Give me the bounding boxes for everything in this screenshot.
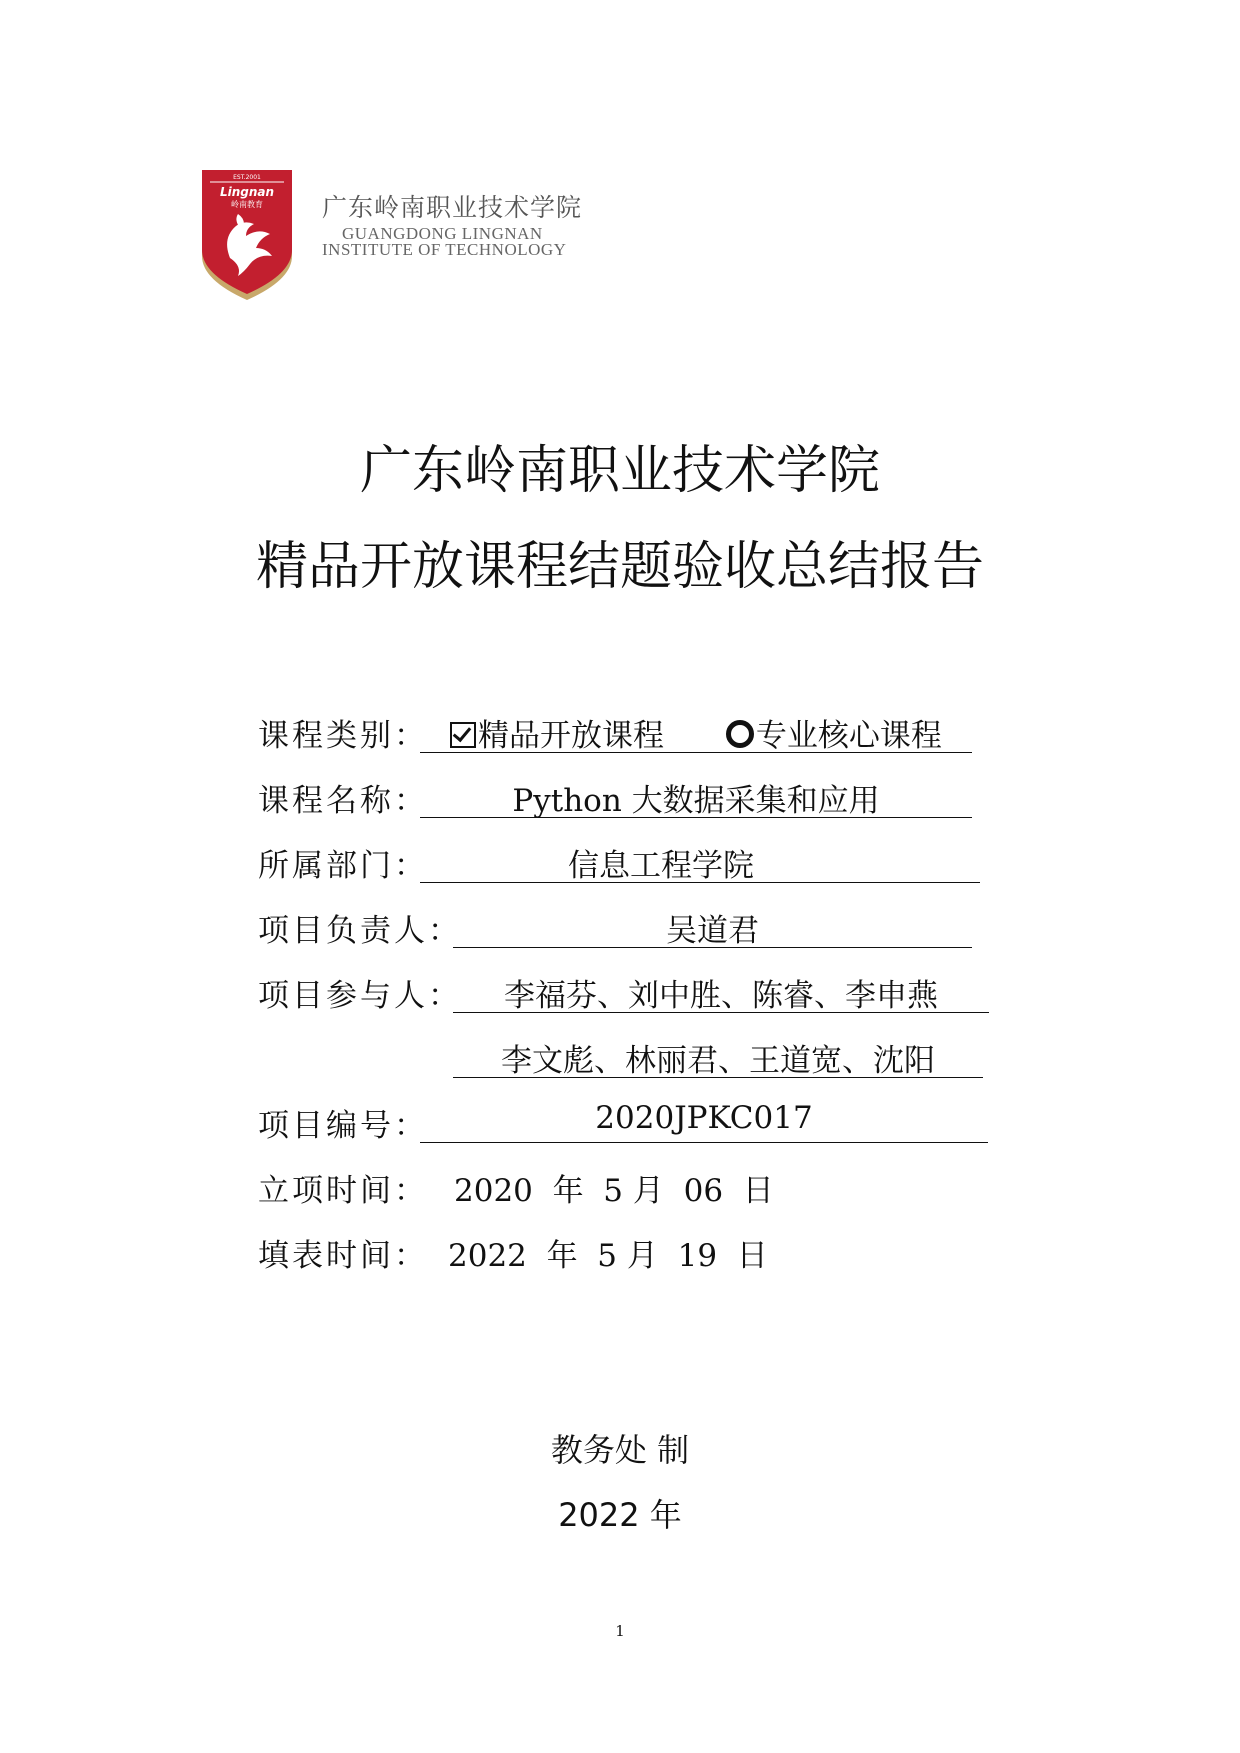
participants-line1: 李福芬、刘中胜、陈睿、李申燕 xyxy=(453,970,989,1013)
participants-row xyxy=(258,970,1018,1020)
badge-name-text: Lingnan xyxy=(219,185,275,199)
radio-bullet-icon xyxy=(726,720,754,748)
logo-name-en-line2: INSTITUTE OF TECHNOLOGY xyxy=(322,240,567,259)
participants-row-2 xyxy=(258,1035,1018,1085)
badge-sub-text: 岭南教育 xyxy=(231,200,263,209)
issuer-text: 教务处 制 xyxy=(550,1431,690,1469)
course-name-value: Python 大数据采集和应用 xyxy=(420,775,972,818)
fill-date-value: 2022 年 5 月 19 日 xyxy=(448,1238,768,1274)
leader-label: 项目负责人： xyxy=(258,913,462,949)
logo-name-cn: 广东岭南职业技术学院 xyxy=(322,193,583,222)
page-number: 1 xyxy=(615,1622,625,1640)
institute-logo xyxy=(200,168,600,308)
leader-value: 吴道君 xyxy=(453,905,972,948)
badge-est-text: EST.2001 xyxy=(233,174,261,181)
project-no-label: 项目编号： xyxy=(258,1108,428,1144)
phoenix-shield-icon xyxy=(200,168,294,302)
course-category-row xyxy=(258,710,1018,760)
course-name-label: 课程名称： xyxy=(258,783,428,819)
course-category-field xyxy=(420,710,972,753)
start-date-row xyxy=(258,1165,1018,1215)
course-name-row xyxy=(258,775,1018,825)
project-no-value: 2020JPKC017 xyxy=(420,1100,988,1143)
checked-box-icon xyxy=(450,722,476,748)
project-no-row xyxy=(258,1100,1018,1150)
department-row xyxy=(258,840,1018,890)
category-option-premium-label: 精品开放课程 xyxy=(478,718,664,754)
participants-label: 项目参与人： xyxy=(258,978,462,1014)
start-date-label: 立项时间： xyxy=(258,1173,428,1209)
logo-name-en-line1: GUANGDONG LINGNAN xyxy=(342,224,543,243)
participants-line2: 李文彪、林丽君、王道宽、沈阳 xyxy=(453,1035,983,1078)
category-option-core[interactable] xyxy=(726,718,942,754)
report-title-line2: 精品开放课程结题验收总结报告 xyxy=(255,537,984,597)
leader-row xyxy=(258,905,1018,955)
report-title-line1: 广东岭南职业技术学院 xyxy=(359,441,880,501)
fill-date-label: 填表时间： xyxy=(258,1238,428,1274)
fill-date-row xyxy=(258,1230,1018,1280)
course-category-label: 课程类别： xyxy=(258,718,428,754)
department-value xyxy=(420,840,980,883)
start-date-value: 2020 年 5 月 06 日 xyxy=(454,1173,774,1209)
category-option-premium[interactable] xyxy=(450,718,664,754)
department-label: 所属部门： xyxy=(258,848,428,884)
footer-year: 2022 年 xyxy=(558,1496,682,1534)
department-text: 信息工程学院 xyxy=(568,848,754,884)
category-option-core-label: 专业核心课程 xyxy=(755,718,942,754)
